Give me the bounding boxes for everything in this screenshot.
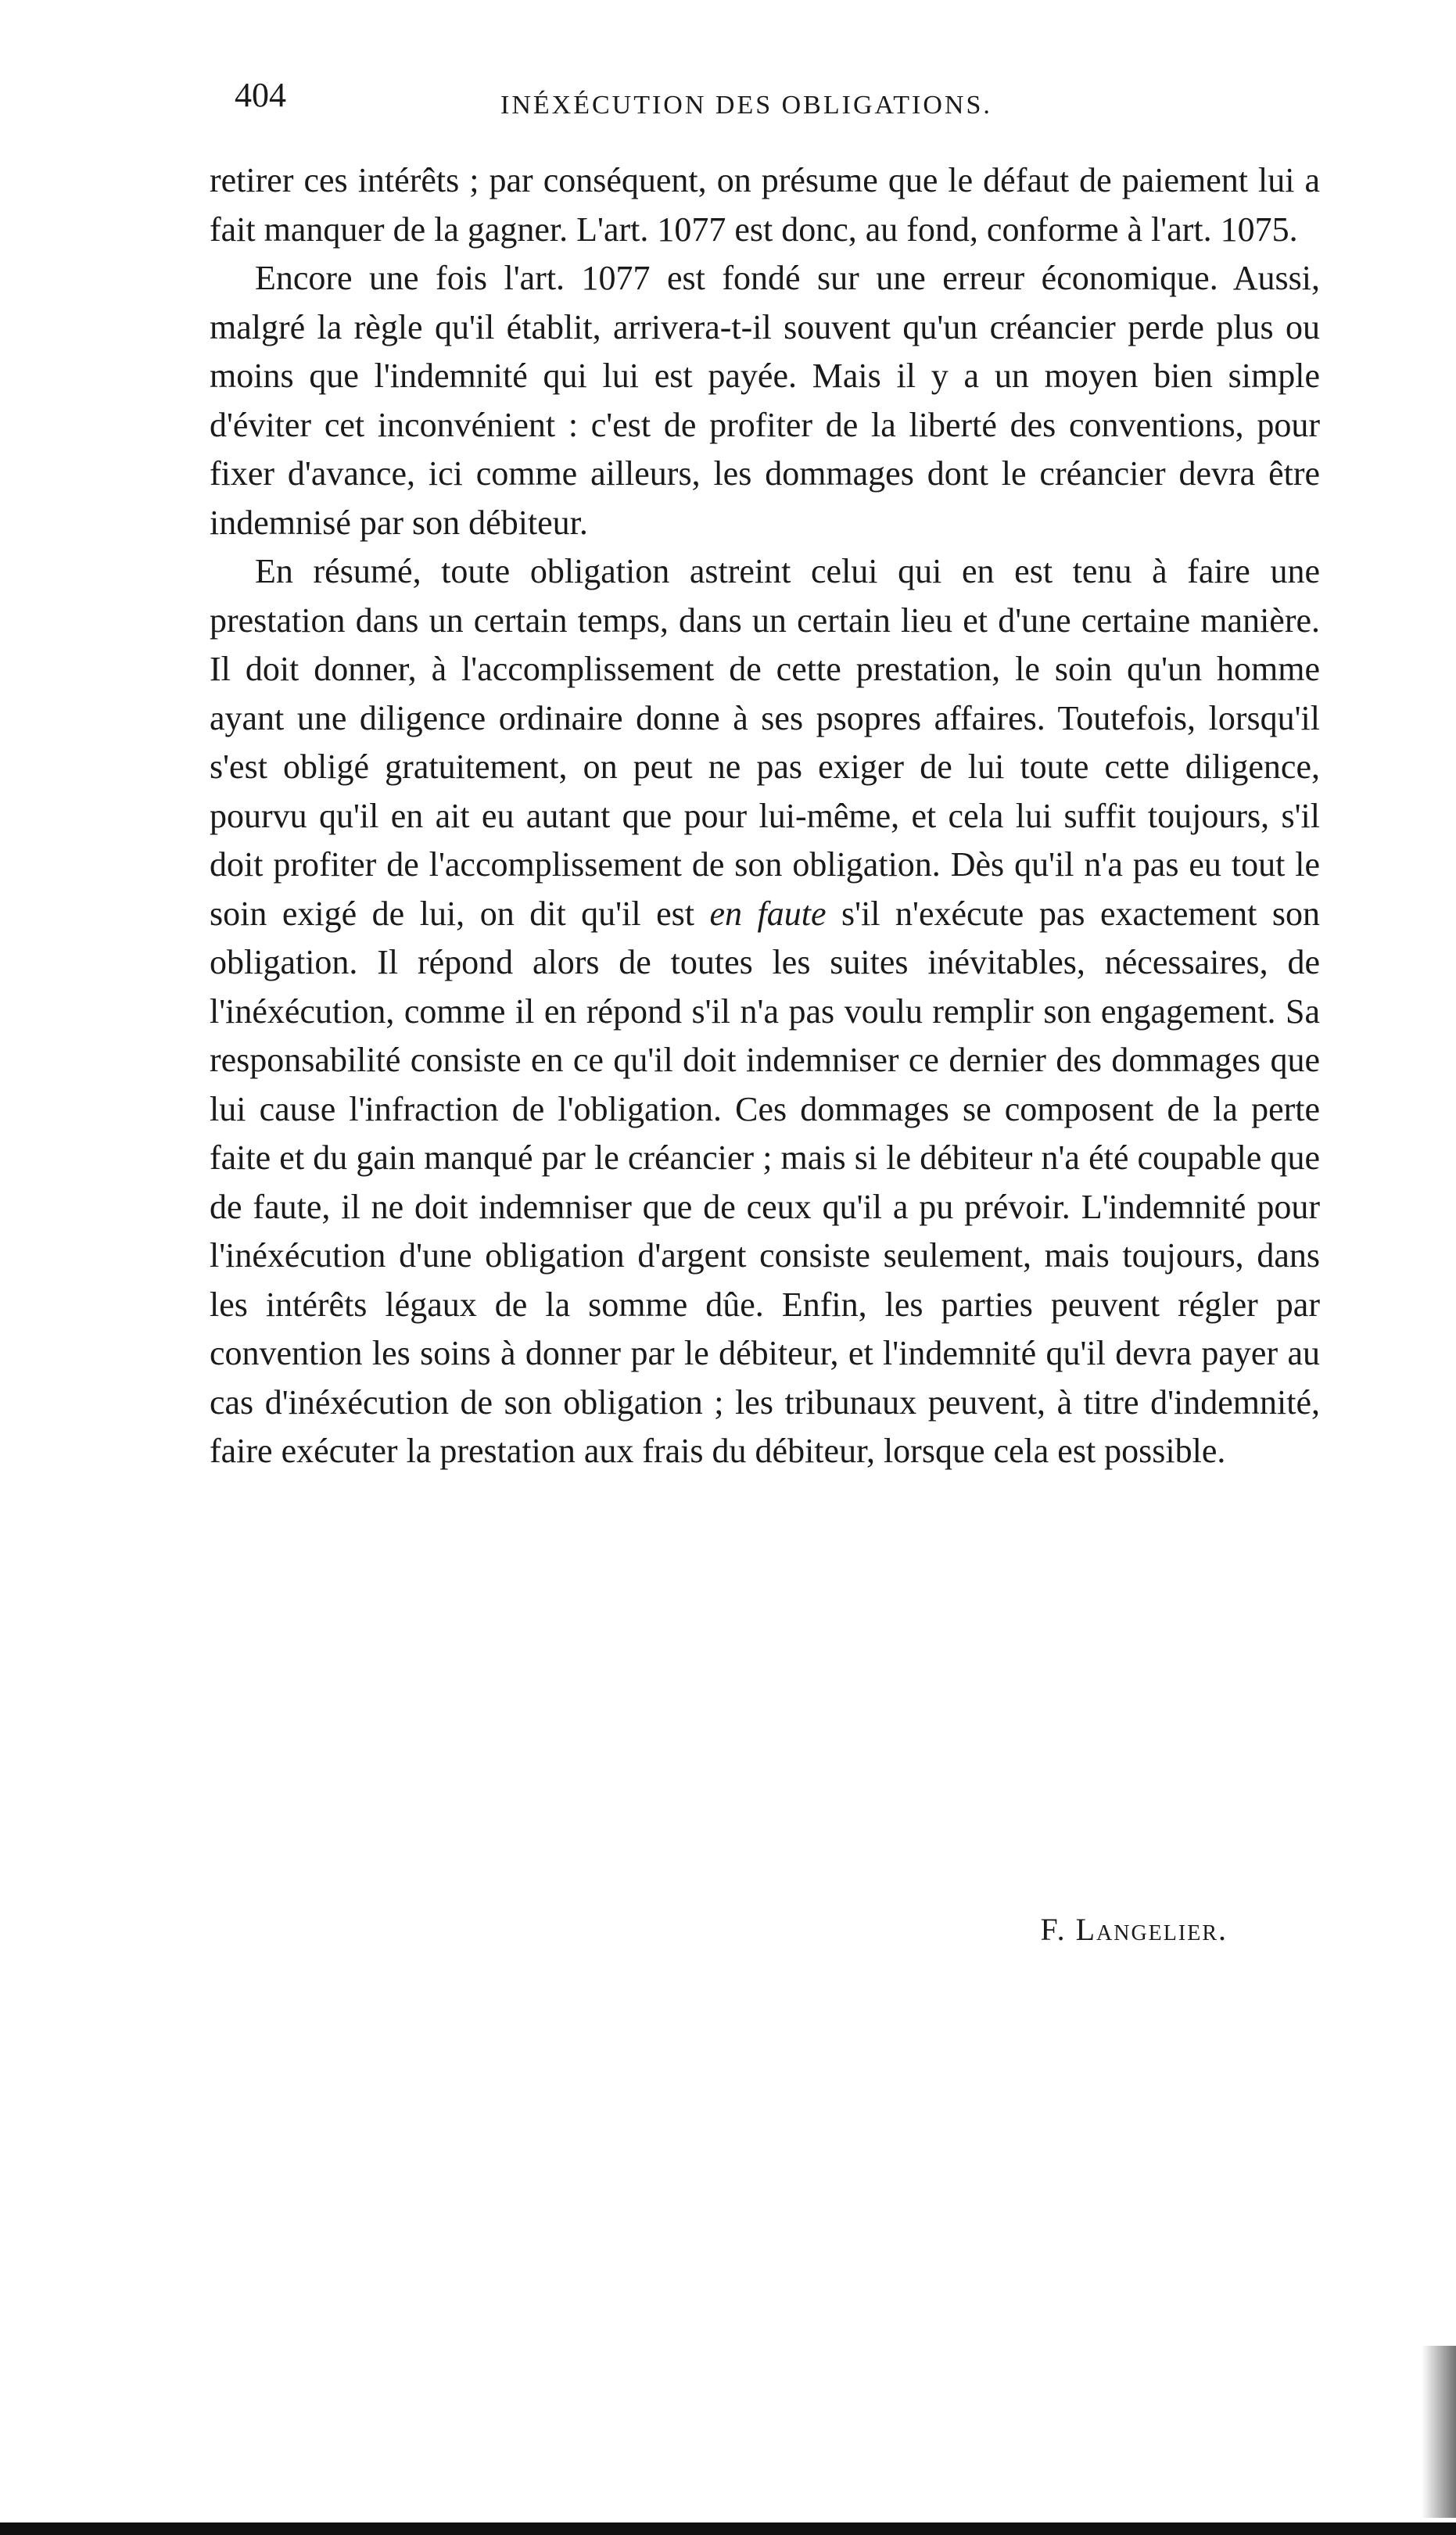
- paragraph-continuation: retirer ces intérêts ; par conséquent, on présume que le défaut de paiement lui a fait manquer de la gagner. L'art. 1077 est donc, au fond, conforme à l'art. 1075.: [210, 161, 1320, 249]
- paragraph-summary: [210, 547, 1320, 1476]
- paragraph-economic-error: Encore une fois l'art. 1077 est fondé sur une erreur économique. Aussi, malgré la règle qu'il établit, arrivera-t-il souvent qu'un créancier perde plus ou moins que l'indemnité qui lui est payée. Mais il y a un moyen bien simple d'éviter cet inconvénient : c'est de profiter de la liberté des conventions, pour fixer d'avance, ici comme ailleurs, les dommages dont le créancier devra être indemnisé par son débiteur.: [210, 259, 1320, 542]
- page-number: 404: [235, 76, 286, 114]
- bottom-scan-border: [0, 2522, 1456, 2535]
- summary-text-end: s'il n'exécute pas exactement son obligation. Il répond alors de toutes les suites inévitables, nécessaires, de l'inéxécution, comme il en répond s'il n'a pas voulu remplir son engagement. Sa responsabilité consiste en ce qu'il doit indemniser ce dernier des dommages que lui cause l'infraction de l'obligation. Ces dommages se composent de la perte faite et du gain manqué par le créancier ; mais si le débiteur n'a été coupable que de faute, il ne doit indemniser que de ceux qu'il a pu prévoir. L'indemnité pour l'inéxécution d'une obligation d'argent consiste seulement, mais toujours, dans les intérêts légaux de la somme dûe. Enfin, les parties peuvent régler par convention les soins à donner par le débiteur, et l'indemnité qu'il devra payer au cas d'inéxécution de son obligation ; les tribunaux peuvent, à titre d'indemnité, faire exécuter la prestation aux frais du débiteur, lorsque cela est possible.: [210, 894, 1320, 1470]
- body-text: [210, 156, 1320, 1476]
- page-edge-shadow: [1422, 2346, 1456, 2518]
- running-title: INÉXÉCUTION DES OBLIGATIONS.: [500, 91, 992, 120]
- author-signature: F. Langelier.: [1040, 1912, 1228, 1947]
- summary-text-start: En résumé, toute obligation astreint celui qui en est tenu à faire une prestation dans un certain temps, dans un certain lieu et d'une certaine manière. Il doit donner, à l'accomplissement de cette prestation, le soin qu'un homme ayant une diligence ordinaire donne à ses psopres affaires. Toutefois, lorsqu'il s'est obligé gratuitement, on peut ne pas exiger de lui toute cette diligence, pourvu qu'il en ait eu autant que pour lui-même, et cela lui suffit toujours, s'il doit profiter de l'accomplissement de son obligation. Dès qu'il n'a pas eu tout le soin exigé de lui, on dit qu'il est: [210, 552, 1320, 933]
- summary-italic-term: en faute: [709, 894, 827, 933]
